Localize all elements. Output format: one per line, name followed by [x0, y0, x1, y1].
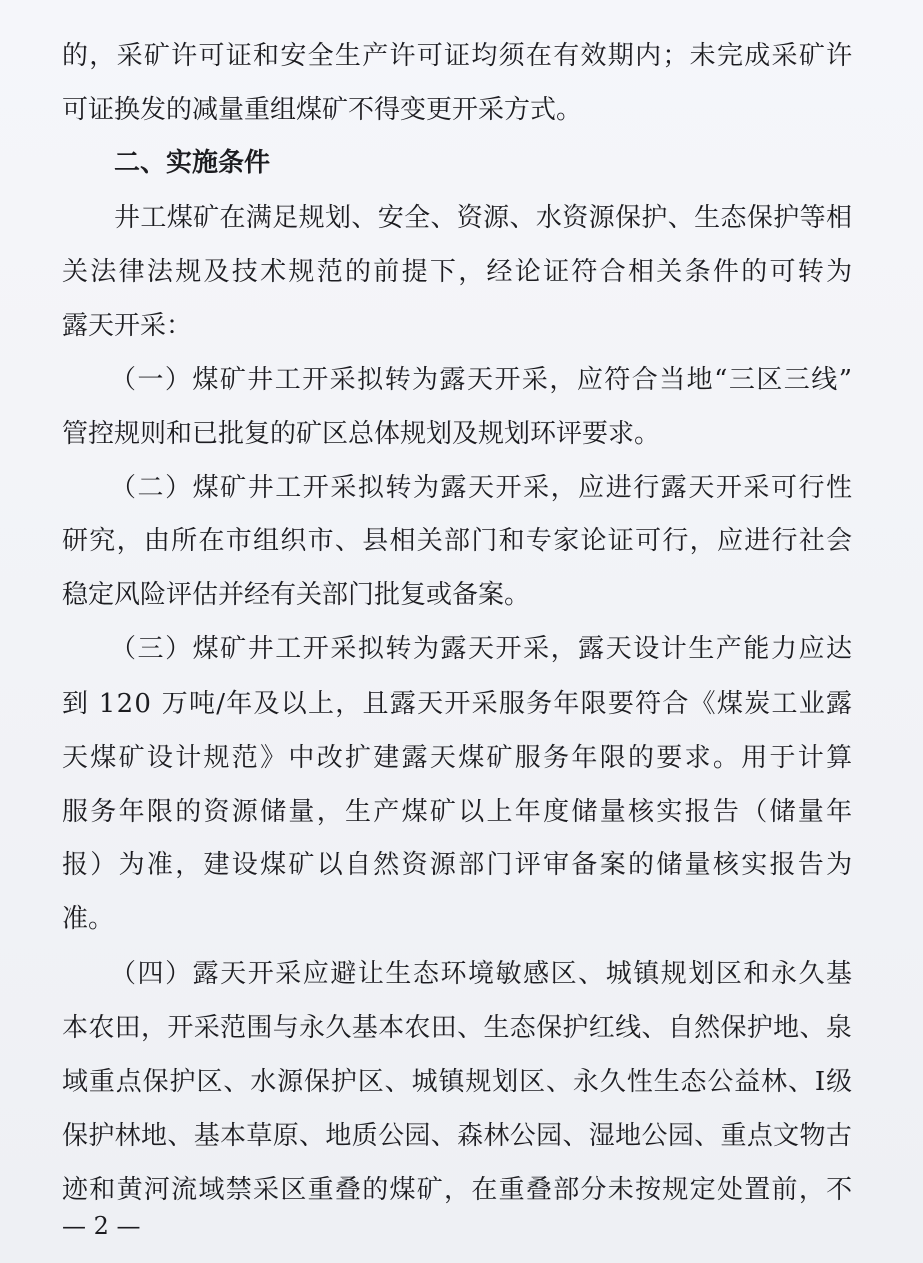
- text-line-18: （四）露天开采应避让生态环境敏感区、城镇规划区和永久基: [110, 959, 854, 989]
- text-line-8: 管控规则和已批复的矿区总体规划及规划环评要求。: [62, 419, 661, 449]
- text-line-2: 可证换发的减量重组煤矿不得变更开采方式。: [62, 95, 583, 125]
- text-line-19: 本农田，开采范围与永久基本农田、生态保护红线、自然保护地、泉: [62, 1013, 853, 1043]
- text-line-13: 到 120 万吨/年及以上，且露天开采服务年限要符合《煤炭工业露: [62, 689, 854, 719]
- text-line-16: 报）为准，建设煤矿以自然资源部门评审备案的储量核实报告为: [62, 850, 855, 880]
- text-line-6: 露天开采：: [62, 311, 193, 341]
- text-line-10: 研究，由所在市组织市、县相关部门和专家论证可行，应进行社会: [62, 526, 854, 556]
- text-line-4: 井工煤矿在满足规划、安全、资源、水资源保护、生态保护等相: [114, 203, 853, 233]
- text-line-11: 稳定风险评估并经有关部门批复或备案。: [62, 580, 531, 610]
- text-line-9: （二）煤矿井工开采拟转为露天开采，应进行露天开采可行性: [110, 473, 854, 503]
- section-heading: 二、实施条件: [114, 148, 271, 178]
- text-line-5: 关法律法规及技术规范的前提下，经论证符合相关条件的可转为: [62, 257, 855, 287]
- text-line-17: 准。: [62, 904, 115, 934]
- text-line-20: 域重点保护区、水源保护区、城镇规划区、永久性生态公益林、Ⅰ级: [62, 1067, 853, 1097]
- text-line-22: 迹和黄河流域禁采区重叠的煤矿，在重叠部分未按规定处置前，不: [62, 1175, 854, 1205]
- text-line-14: 天煤矿设计规范》中改扩建露天煤矿服务年限的要求。用于计算: [62, 743, 855, 773]
- text-line-1: 的，采矿许可证和安全生产许可证均须在有效期内；未完成采矿许: [62, 41, 854, 71]
- text-line-7: （一）煤矿井工开采拟转为露天开采，应符合当地“三区三线”: [110, 365, 854, 395]
- page-number: — 2 —: [62, 1212, 141, 1240]
- text-line-12: （三）煤矿井工开采拟转为露天开采，露天设计生产能力应达: [110, 634, 854, 664]
- text-line-15: 服务年限的资源储量，生产煤矿以上年度储量核实报告（储量年: [62, 797, 855, 827]
- text-line-21: 保护林地、基本草原、地质公园、森林公园、湿地公园、重点文物古: [62, 1121, 853, 1151]
